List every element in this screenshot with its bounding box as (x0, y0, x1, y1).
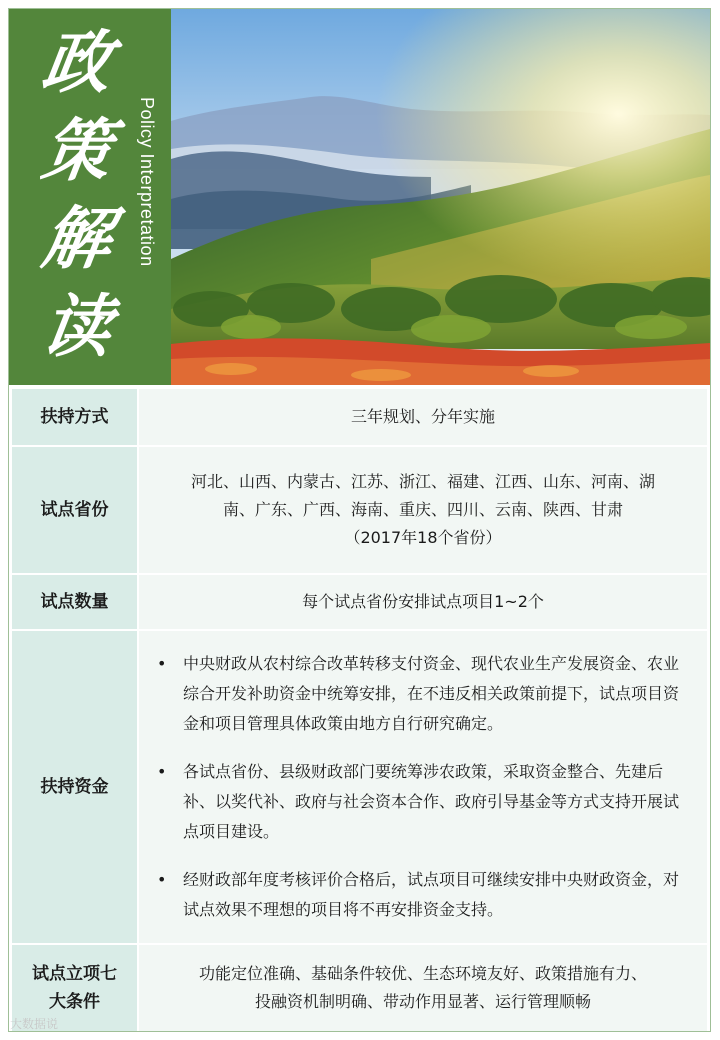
row-content (139, 631, 707, 943)
landscape-photo (171, 9, 710, 385)
table-row (12, 575, 707, 631)
title-char: 策 (37, 111, 117, 191)
table-row (12, 631, 707, 945)
row-content: 功能定位准确、基础条件较优、生态环境友好、政策措施有力、 投融资机制明确、带动作用显著、运行管理顺畅 (139, 945, 707, 1031)
row-label: 试点数量 (12, 575, 139, 629)
table-row (12, 945, 707, 1031)
row-label: 扶持资金 (12, 631, 139, 943)
list-item: • 中央财政从农村综合改革转移支付资金、现代农业生产发展资金、农业综合开发补助资金中统筹安排，在不违反相关政策前提下，试点项目资金和项目管理具体政策由地方自行研究确定。 (157, 649, 691, 739)
page-frame (8, 8, 711, 1032)
title-char: 读 (37, 287, 117, 367)
bullet-list (149, 649, 697, 925)
title-panel (9, 9, 171, 385)
title-en: Policy Interpretation (137, 97, 157, 267)
list-item: • 经财政部年度考核评价合格后，试点项目可继续安排中央财政资金，对试点效果不理想的项目将不再安排资金支持。 (157, 865, 691, 925)
title-cn (27, 19, 127, 371)
row-label: 试点省份 (12, 447, 139, 573)
policy-table (12, 389, 707, 1031)
list-item: • 各试点省份、县级财政部门要统筹涉农政策，采取资金整合、先建后补、以奖代补、政府与社会资本合作、政府引导基金等方式支持开展试点项目建设。 (157, 757, 691, 847)
row-content: 三年规划、分年实施 (139, 389, 707, 445)
row-label: 试点立项七 大条件 (12, 945, 139, 1031)
row-content: 每个试点省份安排试点项目1~2个 (139, 575, 707, 629)
title-char: 政 (37, 23, 117, 103)
table-row (12, 389, 707, 447)
row-content: 河北、山西、内蒙古、江苏、浙江、福建、江西、山东、河南、湖 南、广东、广西、海南、重庆、四川、云南、陕西、甘肃 （2017年18个省份） (139, 447, 707, 573)
row-label: 扶持方式 (12, 389, 139, 445)
table-row (12, 447, 707, 575)
title-char: 解 (37, 199, 117, 279)
header-banner (9, 9, 710, 385)
watermark: 大数据说 (10, 1017, 59, 1031)
